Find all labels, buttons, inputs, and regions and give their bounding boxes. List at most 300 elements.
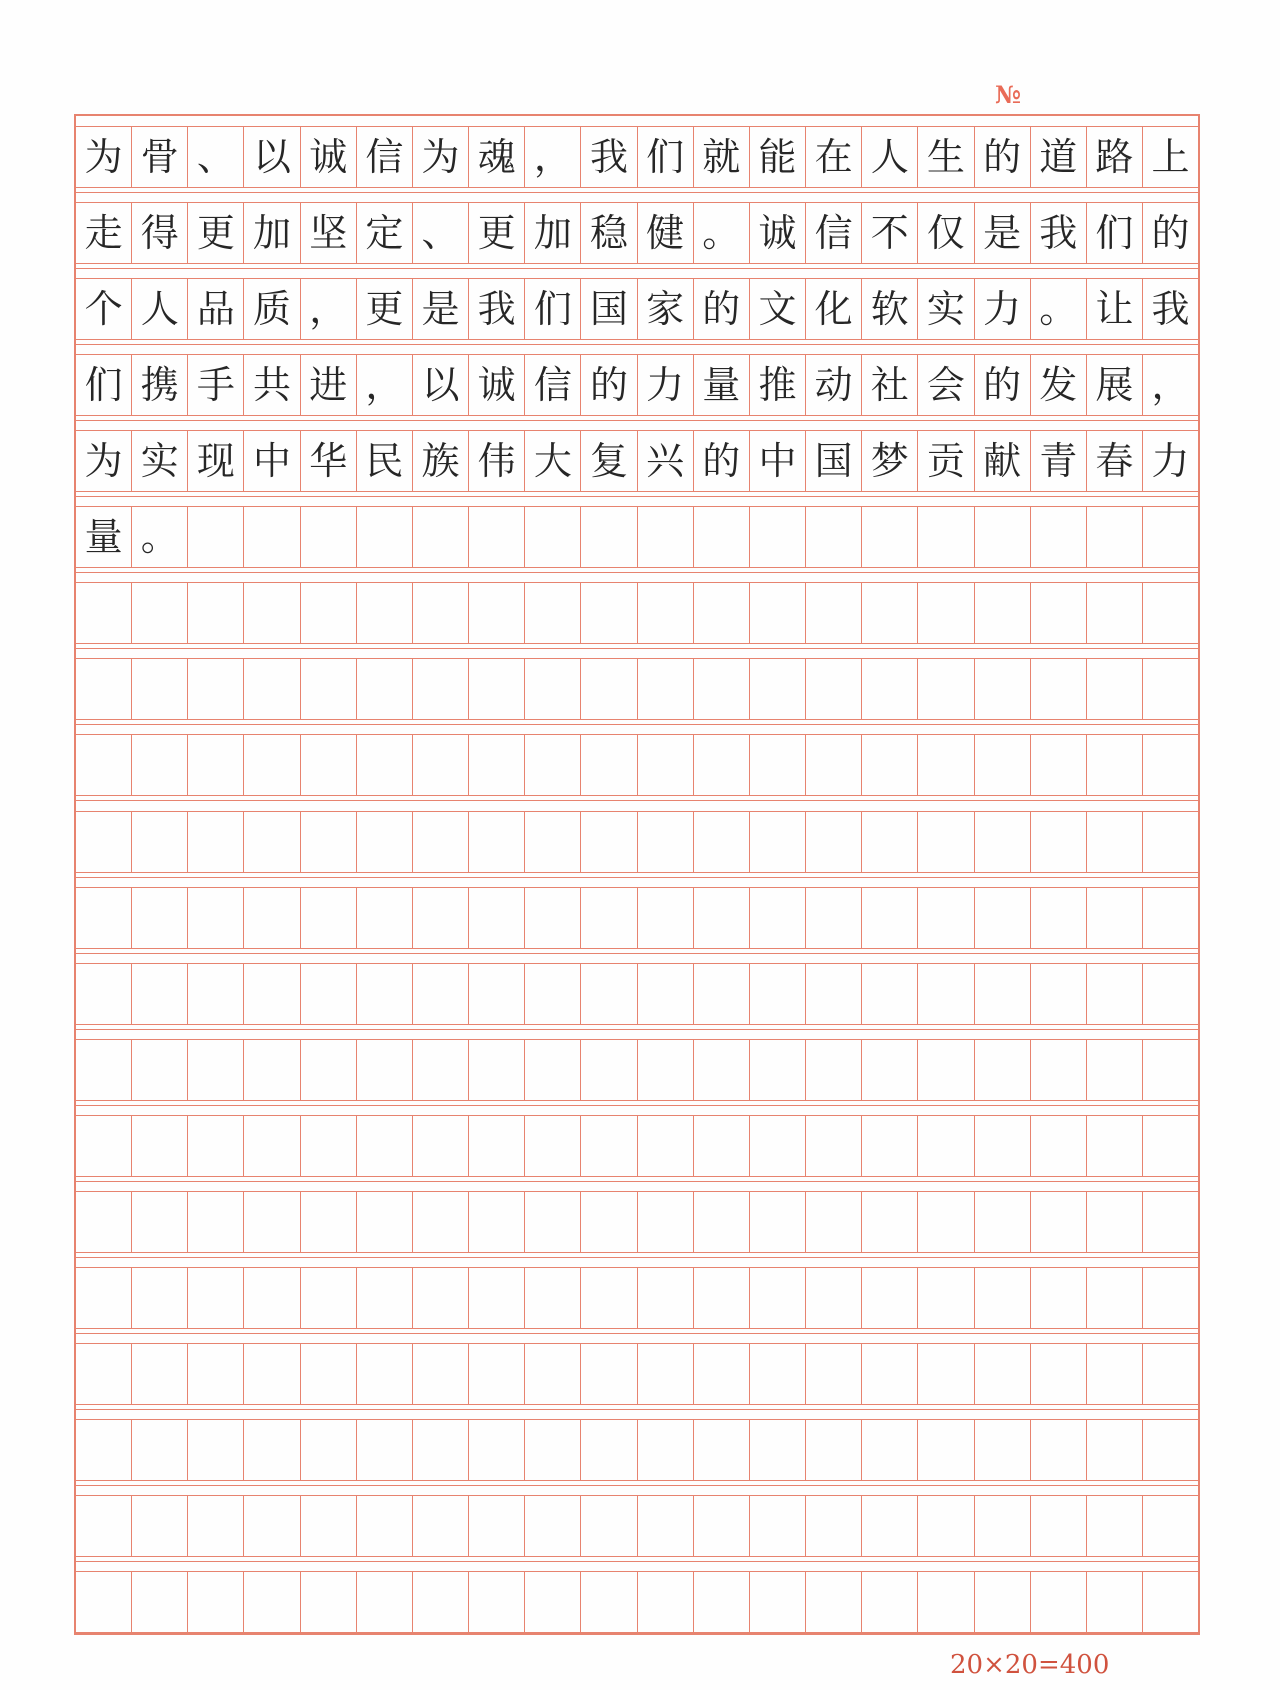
grid-cell: 以: [412, 354, 468, 416]
row-separator: [76, 1333, 1198, 1334]
grid-cell: [637, 963, 693, 1025]
grid-cell: [917, 1191, 973, 1253]
grid-cell: [861, 963, 917, 1025]
grid-cell: [131, 734, 187, 796]
grid-cell: [861, 1343, 917, 1405]
grid-cell: [1030, 1039, 1086, 1101]
row-separator: [76, 192, 1198, 193]
grid-row: [76, 1039, 1198, 1101]
grid-cell: 贡: [917, 430, 973, 492]
row-separator: [76, 1409, 1198, 1410]
grid-cell: [243, 1571, 299, 1633]
grid-cell: [300, 811, 356, 873]
grid-cell: [1142, 734, 1198, 796]
grid-cell: [861, 658, 917, 720]
grid-cell: [1030, 811, 1086, 873]
grid-cell: [749, 1495, 805, 1557]
grid-cell: [861, 1191, 917, 1253]
grid-cell: [1086, 1267, 1142, 1329]
grid-row: [76, 1495, 1198, 1557]
grid-cell: 手: [187, 354, 243, 416]
grid-cell: [917, 1571, 973, 1633]
grid-cell: [637, 1191, 693, 1253]
grid-cell: [187, 582, 243, 644]
grid-cell: [131, 887, 187, 949]
grid-cell: [1086, 582, 1142, 644]
grid-cell: 路: [1086, 126, 1142, 188]
grid-row: [76, 126, 1198, 188]
grid-cell: 生: [917, 126, 973, 188]
grid-cell: [1142, 1571, 1198, 1633]
grid-cell: [300, 1115, 356, 1177]
grid-cell: [187, 811, 243, 873]
grid-cell: [356, 1343, 412, 1405]
grid-cell: [749, 811, 805, 873]
row-separator: [76, 1257, 1198, 1258]
grid-cell: [187, 1191, 243, 1253]
grid-cell: [243, 1267, 299, 1329]
grid-cell: [749, 963, 805, 1025]
grid-cell: [243, 1115, 299, 1177]
grid-cell: [917, 658, 973, 720]
grid-cell: 进: [300, 354, 356, 416]
grid-cell: [524, 887, 580, 949]
grid-cell: [76, 734, 131, 796]
grid-cell: [76, 1495, 131, 1557]
grid-cell: [131, 658, 187, 720]
row-separator: [76, 953, 1198, 954]
grid-cell: 质: [243, 278, 299, 340]
grid-cell: [917, 1343, 973, 1405]
grid-cell: 量: [693, 354, 749, 416]
grid-cell: 复: [580, 430, 636, 492]
grid-cell: [356, 1039, 412, 1101]
grid-cell: [805, 658, 861, 720]
grid-cell: [300, 963, 356, 1025]
grid-cell: [805, 582, 861, 644]
grid-cell: [187, 1343, 243, 1405]
grid-cell: [580, 658, 636, 720]
grid-cell: [412, 1571, 468, 1633]
grid-cell: 让: [1086, 278, 1142, 340]
grid-cell: [76, 1115, 131, 1177]
grid-cell: 加: [243, 202, 299, 264]
grid-cell: 不: [861, 202, 917, 264]
grid-cell: [974, 1495, 1030, 1557]
grid-cell: 为: [76, 126, 131, 188]
grid-cell: [749, 1267, 805, 1329]
grid-cell: [1030, 1115, 1086, 1177]
grid-cell: [693, 582, 749, 644]
grid-cell: 能: [749, 126, 805, 188]
grid-cell: [1142, 582, 1198, 644]
grid-cell: [693, 963, 749, 1025]
grid-cell: [356, 1267, 412, 1329]
grid-cell: [917, 1267, 973, 1329]
grid-cell: [356, 582, 412, 644]
grid-cell: 个: [76, 278, 131, 340]
grid-cell: [693, 1039, 749, 1101]
grid-cell: [861, 1571, 917, 1633]
grid-cell: [76, 1191, 131, 1253]
grid-cell: [300, 734, 356, 796]
grid-cell: [524, 963, 580, 1025]
row-separator: [76, 648, 1198, 649]
grid-cell: [861, 1115, 917, 1177]
grid-cell: [356, 1419, 412, 1481]
grid-cell: [243, 963, 299, 1025]
grid-cell: [468, 1039, 524, 1101]
grid-cell: 力: [974, 278, 1030, 340]
grid-cell: [749, 1343, 805, 1405]
page-number-mark: №: [995, 80, 1021, 109]
grid-cell: [468, 1495, 524, 1557]
grid-cell: [637, 1039, 693, 1101]
grid-cell: [1086, 1191, 1142, 1253]
grid-cell: [131, 811, 187, 873]
grid-cell: [1030, 582, 1086, 644]
grid-cell: [974, 1571, 1030, 1633]
grid-cell: 社: [861, 354, 917, 416]
grid-cell: [749, 1571, 805, 1633]
grid-cell: [805, 1039, 861, 1101]
row-separator: [76, 800, 1198, 801]
grid-cell: [693, 1495, 749, 1557]
grid-cell: [412, 1495, 468, 1557]
grid-cell: 实: [131, 430, 187, 492]
grid-cell: [468, 1267, 524, 1329]
grid-cell: [861, 811, 917, 873]
grid-cell: [468, 658, 524, 720]
grid-cell: [412, 811, 468, 873]
grid-cell: [580, 506, 636, 568]
grid-cell: [300, 1495, 356, 1557]
grid-cell: [1086, 1115, 1142, 1177]
grid-cell: 献: [974, 430, 1030, 492]
grid-cell: [243, 887, 299, 949]
grid-cell: 们: [637, 126, 693, 188]
row-separator: [76, 344, 1198, 345]
row-separator: [76, 268, 1198, 269]
grid-cell: [468, 1343, 524, 1405]
grid-cell: [974, 1191, 1030, 1253]
grid-cell: [131, 1419, 187, 1481]
grid-cell: [1086, 963, 1142, 1025]
grid-cell: [917, 811, 973, 873]
grid-cell: [356, 658, 412, 720]
grid-cell: [356, 506, 412, 568]
grid-cell: [861, 1495, 917, 1557]
grid-cell: 动: [805, 354, 861, 416]
grid-cell: [1030, 1267, 1086, 1329]
grid-row: [76, 1191, 1198, 1253]
grid-cell: [243, 811, 299, 873]
grid-cell: [76, 963, 131, 1025]
grid-cell: [300, 658, 356, 720]
grid-cell: [1142, 887, 1198, 949]
grid-cell: 、: [412, 202, 468, 264]
grid-cell: [1142, 1191, 1198, 1253]
grid-cell: 力: [637, 354, 693, 416]
grid-cell: 的: [974, 126, 1030, 188]
grid-cell: ，: [300, 278, 356, 340]
grid-cell: 家: [637, 278, 693, 340]
grid-cell: [76, 1039, 131, 1101]
grid-cell: [131, 1191, 187, 1253]
grid-cell: [1142, 811, 1198, 873]
grid-cell: 更: [468, 202, 524, 264]
grid-row: [76, 354, 1198, 416]
grid-cell: [637, 1267, 693, 1329]
grid-cell: 是: [412, 278, 468, 340]
grid-cell: 诚: [468, 354, 524, 416]
grid-cell: [76, 658, 131, 720]
grid-cell: 共: [243, 354, 299, 416]
grid-cell: [356, 1191, 412, 1253]
grid-cell: [356, 1571, 412, 1633]
grid-cell: 我: [1142, 278, 1198, 340]
grid-row: [76, 734, 1198, 796]
grid-cell: 中: [243, 430, 299, 492]
grid-cell: [580, 1191, 636, 1253]
grid-cell: [637, 1343, 693, 1405]
grid-cell: [637, 1495, 693, 1557]
grid-cell: 们: [524, 278, 580, 340]
grid-cell: [524, 1495, 580, 1557]
grid-cell: 我: [468, 278, 524, 340]
grid-cell: [749, 1191, 805, 1253]
grid-cell: [693, 1115, 749, 1177]
grid-cell: [76, 1343, 131, 1405]
grid-cell: [1142, 1495, 1198, 1557]
row-separator: [76, 1181, 1198, 1182]
grid-cell: [524, 1571, 580, 1633]
grid-cell: [974, 506, 1030, 568]
grid-cell: [917, 582, 973, 644]
grid-cell: [805, 1191, 861, 1253]
grid-cell: [187, 963, 243, 1025]
grid-cell: [524, 1419, 580, 1481]
grid-cell: [187, 1571, 243, 1633]
grid-cell: 诚: [749, 202, 805, 264]
grid-cell: [580, 1115, 636, 1177]
grid-cell: [580, 1419, 636, 1481]
row-separator: [76, 1105, 1198, 1106]
grid-row: [76, 1419, 1198, 1481]
grid-cell: [1030, 1343, 1086, 1405]
grid-cell: [861, 1419, 917, 1481]
grid-cell: [243, 582, 299, 644]
grid-cell: [1030, 506, 1086, 568]
grid-cell: 人: [861, 126, 917, 188]
grid-cell: 骨: [131, 126, 187, 188]
grid-cell: 化: [805, 278, 861, 340]
grid-cell: [749, 582, 805, 644]
grid-cell: 定: [356, 202, 412, 264]
grid-cell: [524, 811, 580, 873]
grid-cell: [637, 1571, 693, 1633]
grid-cell: 。: [131, 506, 187, 568]
grid-cell: [805, 887, 861, 949]
grid-cell: [356, 963, 412, 1025]
grid-row: [76, 506, 1198, 568]
grid-cell: [974, 582, 1030, 644]
grid-cell: 人: [131, 278, 187, 340]
grid-cell: [300, 582, 356, 644]
grid-cell: 族: [412, 430, 468, 492]
grid-cell: [861, 1039, 917, 1101]
grid-cell: 实: [917, 278, 973, 340]
grid-cell: [580, 1267, 636, 1329]
grid-cell: [861, 1267, 917, 1329]
row-separator: [76, 420, 1198, 421]
grid-cell: [693, 1419, 749, 1481]
grid-cell: [1086, 1343, 1142, 1405]
grid-cell: [1030, 658, 1086, 720]
grid-cell: [468, 963, 524, 1025]
grid-cell: 。: [693, 202, 749, 264]
grid-cell: [1030, 1571, 1086, 1633]
grid-cell: [637, 887, 693, 949]
grid-cell: [187, 1495, 243, 1557]
grid-cell: [524, 658, 580, 720]
grid-cell: [76, 811, 131, 873]
grid-cell: [805, 1495, 861, 1557]
grid-cell: [917, 963, 973, 1025]
grid-cell: [917, 734, 973, 796]
grid-cell: [693, 1267, 749, 1329]
grid-cell: [580, 963, 636, 1025]
grid-cell: [187, 658, 243, 720]
grid-cell: [468, 734, 524, 796]
grid-row: [76, 963, 1198, 1025]
grid-cell: [524, 734, 580, 796]
grid-cell: [861, 506, 917, 568]
grid-cell: [637, 658, 693, 720]
grid-cell: [412, 1343, 468, 1405]
grid-cell: [693, 1191, 749, 1253]
grid-cell: [1142, 1115, 1198, 1177]
grid-cell: [1086, 734, 1142, 796]
grid-cell: [412, 963, 468, 1025]
grid-cell: [412, 1267, 468, 1329]
grid-cell: 在: [805, 126, 861, 188]
grid-cell: 、: [187, 126, 243, 188]
grid-cell: [580, 1571, 636, 1633]
grid-cell: 的: [693, 430, 749, 492]
grid-cell: 发: [1030, 354, 1086, 416]
grid-cell: [468, 1419, 524, 1481]
grid-cell: [76, 1571, 131, 1633]
grid-cell: 的: [1142, 202, 1198, 264]
grid-cell: [637, 1419, 693, 1481]
row-separator: [76, 1029, 1198, 1030]
grid-cell: 加: [524, 202, 580, 264]
grid-cell: [300, 887, 356, 949]
grid-cell: [974, 1343, 1030, 1405]
grid-cell: 软: [861, 278, 917, 340]
grid-cell: [243, 658, 299, 720]
grid-cell: 们: [1086, 202, 1142, 264]
grid-cell: [580, 1495, 636, 1557]
grid-cell: [580, 734, 636, 796]
grid-cell: [1086, 811, 1142, 873]
grid-cell: [1030, 734, 1086, 796]
grid-cell: [693, 887, 749, 949]
grid-cell: 信: [805, 202, 861, 264]
grid-cell: [749, 1039, 805, 1101]
grid-cell: [1030, 1495, 1086, 1557]
grid-cell: [300, 1267, 356, 1329]
grid-row: [76, 582, 1198, 644]
grid-cell: 我: [1030, 202, 1086, 264]
grid-cell: [974, 658, 1030, 720]
grid-cell: [300, 1419, 356, 1481]
grid-cell: [974, 1039, 1030, 1101]
grid-cell: 现: [187, 430, 243, 492]
grid-cell: [637, 1115, 693, 1177]
grid-cell: [412, 1419, 468, 1481]
grid-cell: [693, 811, 749, 873]
grid-cell: 诚: [300, 126, 356, 188]
grid-cell: [1142, 658, 1198, 720]
grid-cell: 健: [637, 202, 693, 264]
grid-cell: 们: [76, 354, 131, 416]
grid-cell: [356, 734, 412, 796]
grid-cell: [524, 1191, 580, 1253]
grid-cell: [187, 1419, 243, 1481]
grid-cell: [1086, 1495, 1142, 1557]
grid-cell: 兴: [637, 430, 693, 492]
grid-cell: [524, 1343, 580, 1405]
grid-cell: [300, 1039, 356, 1101]
grid-cell: 量: [76, 506, 131, 568]
row-separator: [76, 1561, 1198, 1562]
grid-cell: [300, 1191, 356, 1253]
grid-cell: [1030, 1419, 1086, 1481]
grid-cell: [243, 1343, 299, 1405]
grid-cell: [580, 887, 636, 949]
grid-cell: [1086, 506, 1142, 568]
grid-cell: [356, 1495, 412, 1557]
grid-cell: [1086, 1571, 1142, 1633]
grid-capacity-label: 20×20=400: [950, 1650, 1110, 1680]
grid-cell: [300, 1571, 356, 1633]
grid-cell: [693, 658, 749, 720]
grid-cell: [749, 1115, 805, 1177]
grid-row: [76, 1571, 1198, 1633]
grid-cell: 民: [356, 430, 412, 492]
grid-cell: [412, 1191, 468, 1253]
row-separator: [76, 724, 1198, 725]
grid-cell: 是: [974, 202, 1030, 264]
row-separator: [76, 877, 1198, 878]
grid-cell: ，: [1142, 354, 1198, 416]
grid-cell: 我: [580, 126, 636, 188]
grid-cell: [1142, 1343, 1198, 1405]
grid-cell: [468, 887, 524, 949]
grid-row: [76, 811, 1198, 873]
grid-cell: [1086, 1039, 1142, 1101]
grid-cell: [524, 506, 580, 568]
grid-cell: [974, 734, 1030, 796]
grid-cell: 坚: [300, 202, 356, 264]
grid-cell: 力: [1142, 430, 1198, 492]
grid-cell: ，: [356, 354, 412, 416]
grid-cell: [131, 1039, 187, 1101]
grid-cell: 品: [187, 278, 243, 340]
row-separator: [76, 496, 1198, 497]
